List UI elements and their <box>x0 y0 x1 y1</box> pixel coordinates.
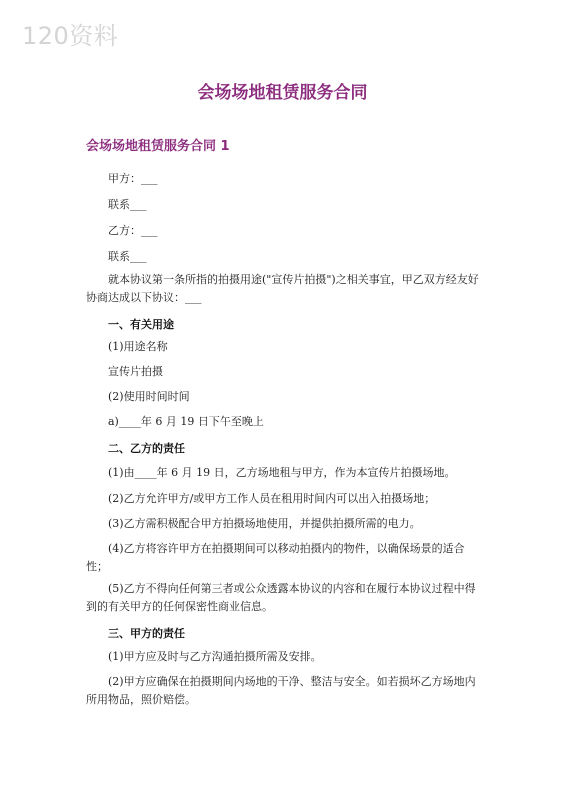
party-b-duty-2: (2)乙方允许甲方/或甲方工作人员在租用时间内可以出入拍摄场地； <box>108 492 436 505</box>
intro-paragraph: 就本协议第一条所指的拍摄用途("宣传片拍摄")之相关事宜，甲乙双方经友好协商达成以下协议：___ <box>86 273 479 304</box>
party-b-line: 乙方：___ <box>108 224 158 237</box>
heading-party-b-duties: 二、乙方的责任 <box>108 442 185 455</box>
heading-usage: 一、有关用途 <box>108 318 174 331</box>
usage-time: a)____年 6 月 19 日下午至晚上 <box>108 415 264 428</box>
contact-line-1: 联系___ <box>108 198 147 211</box>
usage-name: 宣传片拍摄 <box>108 365 163 378</box>
heading-party-a-duties: 三、甲方的责任 <box>108 627 185 640</box>
document-title: 会场场地租赁服务合同 <box>197 83 368 103</box>
section-title: 会场场地租赁服务合同 1 <box>86 139 230 154</box>
party-a-duty-1: (1)甲方应及时与乙方沟通拍摄所需及安排。 <box>108 650 322 663</box>
contact-line-2: 联系___ <box>108 250 147 263</box>
party-a-line: 甲方：___ <box>108 172 158 185</box>
party-b-duty-1: (1)由____年 6 月 19 日，乙方场地租与甲方，作为本宣传片拍摄场地。 <box>108 466 456 479</box>
party-b-duty-5: (5)乙方不得向任何第三者或公众透露本协议的内容和在履行本协议过程中得到的有关甲方的任何保密性商业信息。 <box>86 582 476 613</box>
watermark: 120资料 <box>22 22 119 50</box>
usage-item-2: (2)使用时间时间 <box>108 390 190 403</box>
party-b-duty-4: (4)乙方将容许甲方在拍摄期间可以移动拍摄内的物件，以确保场景的适合性； <box>86 542 465 573</box>
party-a-duty-2: (2)甲方应确保在拍摄期间内场地的干净、整洁与安全。如若损坏乙方场地内所用物品，照价赔偿。 <box>86 675 476 706</box>
party-b-duty-3: (3)乙方需积极配合甲方拍摄场地使用，并提供拍摄所需的电力。 <box>108 517 421 530</box>
usage-item-1: (1)用途名称 <box>108 340 168 353</box>
